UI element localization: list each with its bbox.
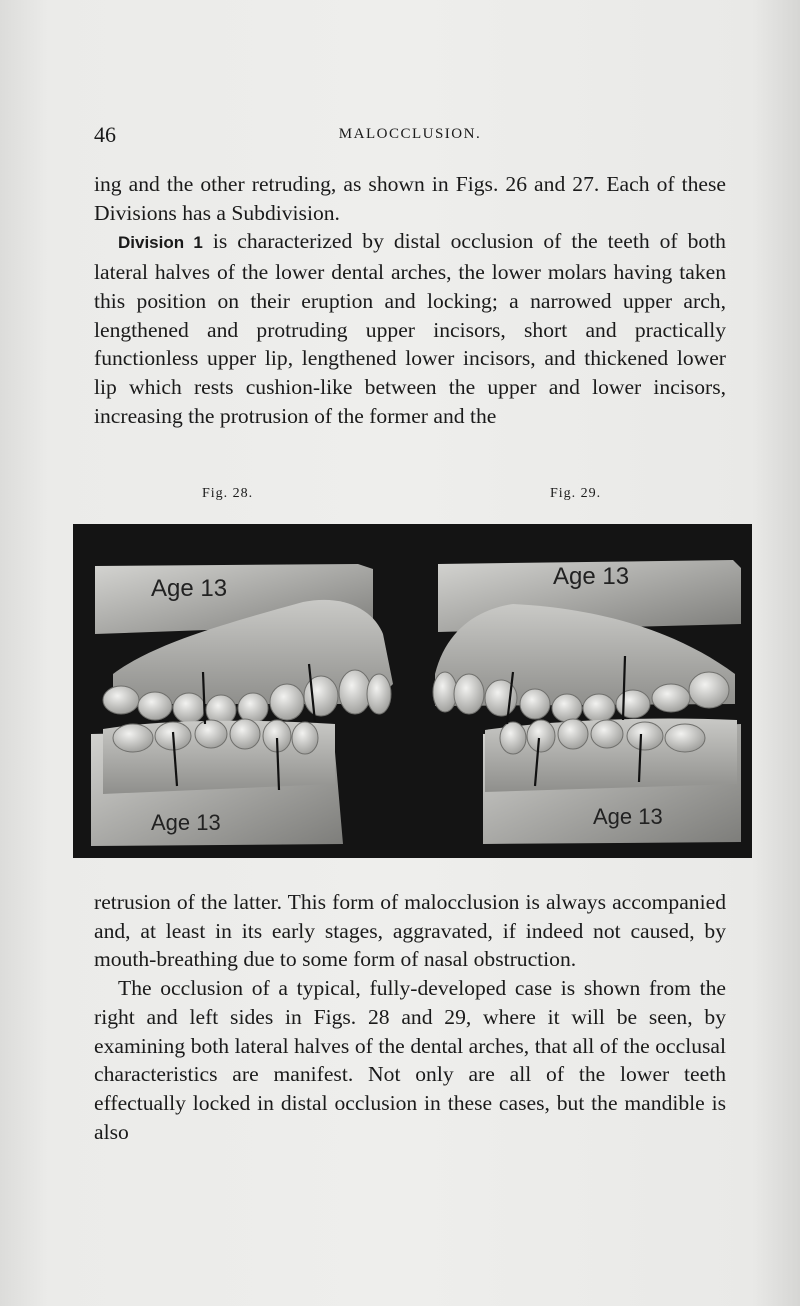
page-header [94, 122, 726, 152]
text-block-bottom [94, 888, 726, 1146]
paragraph-occlusion: The occlusion of a typical, fully-developed case is shown from the right and left sides in Figs. 28 and 29, where it will be seen, by examining both lateral halves of the dental arches, that all of the occlusal characteristics are manifest. Not only are all of the lower teeth effectually locked in distal occlusion in these cases, but the mandible is also [94, 976, 726, 1144]
division-text: is characterized by distal occlusion of the teeth of both lateral halves of the lower dental arches, the lower molars having taken this position on their eruption and locking; a narrowed upper arch, lengthened and protruding upper incisors, short and practically functionless upper lip, lengthened lower incisors, and thickened lower lip which rests cushion-like between the upper and lower incisors, increasing the protrusion of the former and the [94, 229, 726, 428]
text-block-top [94, 170, 726, 430]
fig-29-upper-marking: Age 13 [553, 563, 630, 590]
paragraph-division-1 [94, 227, 726, 430]
fig-29-photo [433, 560, 741, 844]
plate-illustration [73, 524, 752, 858]
figure-plate [73, 524, 752, 858]
fig-29-caption: Fig. 29. [550, 486, 602, 501]
fig-28-lower-marking: Age 13 [151, 810, 221, 835]
running-title: MALOCCLUSION. [338, 126, 482, 142]
page-number: 46 [94, 122, 116, 147]
paragraph-retrusion: retrusion of the latter. This form of malocclusion is always accompanied and, at least in its early stages, aggravated, if indeed not caused, by mouth-breathing due to some form of nasal obstruction. [94, 890, 726, 972]
division-lead: Division 1 [118, 233, 203, 253]
fig-28-photo [91, 564, 393, 846]
fig-29-lower-marking: Age 13 [593, 804, 663, 829]
paragraph-continuation: ing and the other retruding, as shown in Figs. 26 and 27. Each of these Divisions has a Subdivision. [94, 172, 726, 225]
fig-28-caption: Fig. 28. [202, 486, 254, 501]
fig-28-upper-marking: Age 13 [151, 575, 228, 602]
